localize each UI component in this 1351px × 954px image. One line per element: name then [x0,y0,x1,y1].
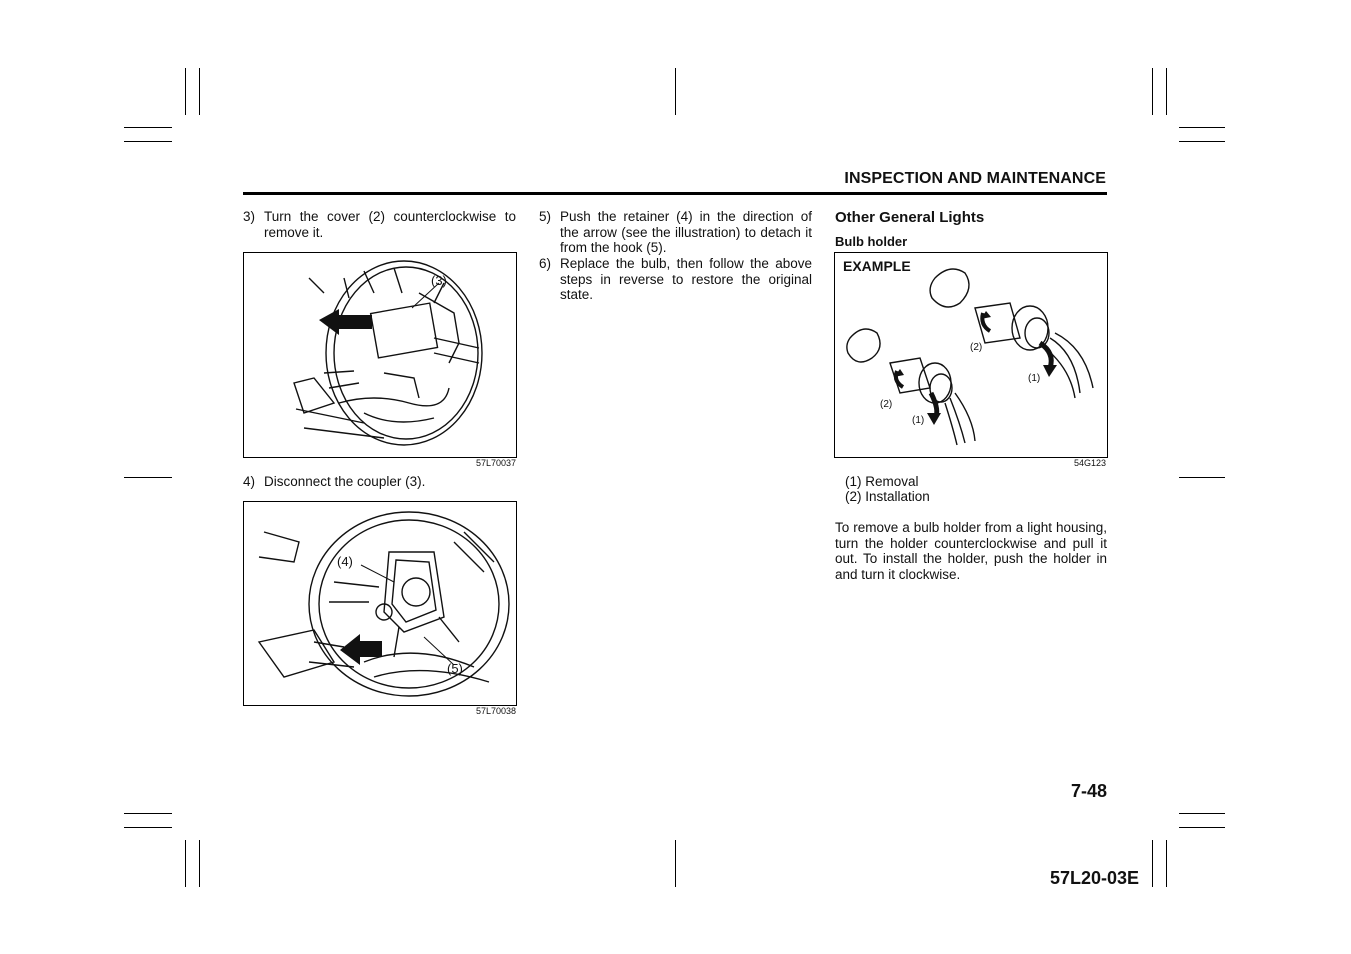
figure3-code: 54G123 [1073,458,1106,468]
legend-removal: (1) Removal [845,474,919,489]
page-number: 7-48 [1070,781,1107,801]
section-header-title: INSPECTION AND MAINTENANCE [844,170,1106,187]
step-number: 4) [243,474,256,489]
document-code: 57L20-03E [1049,868,1139,888]
step-number: 6) [539,256,552,271]
bulb-holder-illustration [835,253,1107,457]
step-number: 3) [243,209,256,224]
retainer-illustration [244,502,516,705]
step-5 [539,209,812,256]
figure2-code: 57L70038 [475,706,516,716]
figure3-callout-2-lower: (2) [880,399,893,410]
figure-bulb-holder [834,252,1108,458]
legend-installation: (2) Installation [845,489,930,504]
figure2-callout-4: (4) [337,554,353,569]
figure3-callout-1-lower: (1) [912,415,925,426]
step-4 [243,474,516,490]
bulb-holder-paragraph: To remove a bulb holder from a light housing, turn the holder counterclockwise and pull it out. To install the holder, push the holder in and turn it clockwise. [835,520,1107,582]
cover-removal-illustration [244,253,516,457]
figure2-callout-5: (5) [447,661,463,676]
figure1-code: 57L70037 [475,458,516,468]
figure-retainer [243,501,517,706]
figure1-callout-3: (3) [431,273,447,288]
step-3 [243,209,516,240]
header-rule [243,192,1107,195]
step-text: Push the retainer (4) in the direction of the arrow (see the illustration) to detach it from the hook (5). [560,209,812,255]
section-heading: Other General Lights [835,209,985,226]
figure3-callout-2-upper: (2) [970,342,983,353]
figure3-callout-1-upper: (1) [1028,373,1041,384]
subsection-heading: Bulb holder [835,234,908,249]
example-label: EXAMPLE [843,258,911,274]
figure-cover-removal [243,252,517,458]
step-text: Replace the bulb, then follow the above steps in reverse to restore the original state. [560,256,812,302]
step-number: 5) [539,209,552,224]
step-text: Disconnect the coupler (3). [264,474,426,489]
step-6 [539,256,812,303]
step-text: Turn the cover (2) counterclockwise to remove it. [264,209,516,240]
